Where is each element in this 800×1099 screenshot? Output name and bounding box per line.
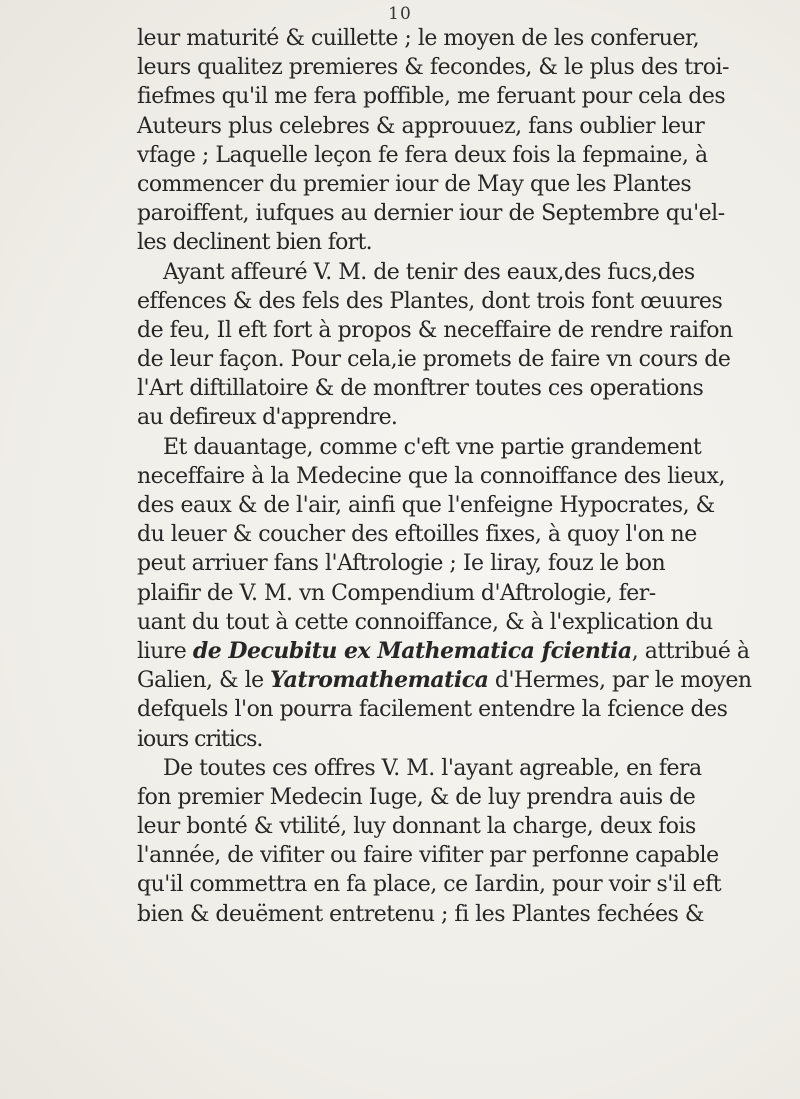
- text-line: [137, 403, 797, 432]
- text-line-content: commencer du premier iour de May que les Plantes: [137, 171, 692, 197]
- text-line: [137, 258, 797, 287]
- text-line: [137, 725, 797, 754]
- text-line: [137, 53, 797, 82]
- text-line: [137, 870, 797, 899]
- text-line-content: defquels l'on pourra facilement entendre la fcience des: [137, 697, 728, 723]
- text-line: [137, 637, 797, 666]
- text-line: [137, 112, 797, 141]
- text-line: [137, 549, 797, 578]
- text-line-content: liure: [137, 638, 193, 664]
- text-line-continuation: , attribué à: [631, 638, 750, 664]
- text-line-content: iours critics.: [137, 726, 263, 752]
- text-line-content: Auteurs plus celebres & approuuez, fans oublier leur: [137, 113, 705, 139]
- text-line: [137, 491, 797, 520]
- text-line-content: Et dauantage, comme c'eft vne partie grandement: [163, 434, 702, 460]
- text-line: [137, 82, 797, 111]
- text-line: [137, 287, 797, 316]
- text-line-content: paroiffent, iufques au dernier iour de Septembre qu'el-: [137, 201, 725, 227]
- text-line-content: fiefmes qu'il me fera poffible, me feruant pour cela des: [137, 84, 726, 110]
- text-line-content: l'année, de vifiter ou faire vifiter par perfonne capable: [137, 843, 719, 869]
- text-line-content: effences & des fels des Plantes, dont trois font œuures: [137, 288, 723, 314]
- text-line: [137, 579, 797, 608]
- text-line: [137, 199, 797, 228]
- text-line: [137, 841, 797, 870]
- italic-title: de Decubitu ex Mathematica fcientia: [192, 637, 632, 664]
- text-line-content: neceffaire à la Medecine que la connoiffance des lieux,: [137, 463, 725, 489]
- body-text: [137, 24, 797, 929]
- text-line: [137, 520, 797, 549]
- text-line-content: l'Art diftillatoire & de monftrer toutes ces operations: [137, 376, 704, 402]
- text-line-content: fon premier Medecin Iuge, & de luy prendra auis de: [137, 784, 696, 810]
- text-line-content: plaifir de V. M. vn Compendium d'Aftrologie, fer-: [137, 580, 656, 606]
- text-line: [137, 316, 797, 345]
- text-line: [137, 783, 797, 812]
- text-line: [137, 754, 797, 783]
- text-line-content: leurs qualitez premieres & fecondes, & le plus des troi-: [137, 55, 729, 81]
- text-line-content: de feu, Il eft fort à propos & neceffaire de rendre raifon: [137, 317, 733, 343]
- text-line: [137, 345, 797, 374]
- text-line-continuation: d'Hermes, par le moyen: [488, 668, 752, 694]
- page-number: 10: [388, 4, 412, 24]
- text-line: [137, 608, 797, 637]
- text-line: [137, 433, 797, 462]
- text-line: [137, 462, 797, 491]
- text-line: [137, 812, 797, 841]
- text-line-content: bien & deuëment entretenu ; fi les Plantes fechées &: [137, 901, 704, 927]
- text-line: [137, 24, 797, 53]
- text-line: [137, 170, 797, 199]
- text-line-content: Galien, & le: [137, 668, 271, 694]
- text-line-content: leur bonté & vtilité, luy donnant la charge, deux fois: [137, 814, 696, 840]
- text-line-content: vfage ; Laquelle leçon fe fera deux fois la fepmaine, à: [137, 142, 708, 168]
- text-line-content: peut arriuer fans l'Aftrologie ; Ie liray, fouz le bon: [137, 551, 666, 577]
- text-line-content: De toutes ces offres V. M. l'ayant agreable, en fera: [163, 755, 702, 781]
- italic-title: Yatromathematica: [270, 667, 489, 694]
- text-line-content: uant du tout à cette connoiffance, & à l'explication du: [137, 609, 713, 635]
- text-line-content: qu'il commettra en fa place, ce Iardin, pour voir s'il eft: [137, 872, 722, 898]
- text-line: [137, 900, 797, 929]
- text-line-content: du leuer & coucher des eftoilles fixes, à quoy l'on ne: [137, 522, 697, 548]
- text-line: [137, 228, 797, 257]
- text-line-content: des eaux & de l'air, ainfi que l'enfeigne Hypocrates, &: [137, 493, 715, 518]
- text-line-content: Ayant affeuré V. M. de tenir des eaux,des fucs,des: [163, 259, 695, 285]
- text-line-content: les declinent bien fort.: [137, 230, 372, 256]
- text-line: [137, 666, 797, 695]
- text-line: [137, 695, 797, 724]
- text-line: [137, 141, 797, 170]
- text-line-content: au defireux d'apprendre.: [137, 405, 398, 431]
- text-line: [137, 374, 797, 403]
- text-line-content: de leur façon. Pour cela,ie promets de faire vn cours de: [137, 347, 731, 373]
- text-line-content: leur maturité & cuillette ; le moyen de les conferuer,: [137, 26, 700, 51]
